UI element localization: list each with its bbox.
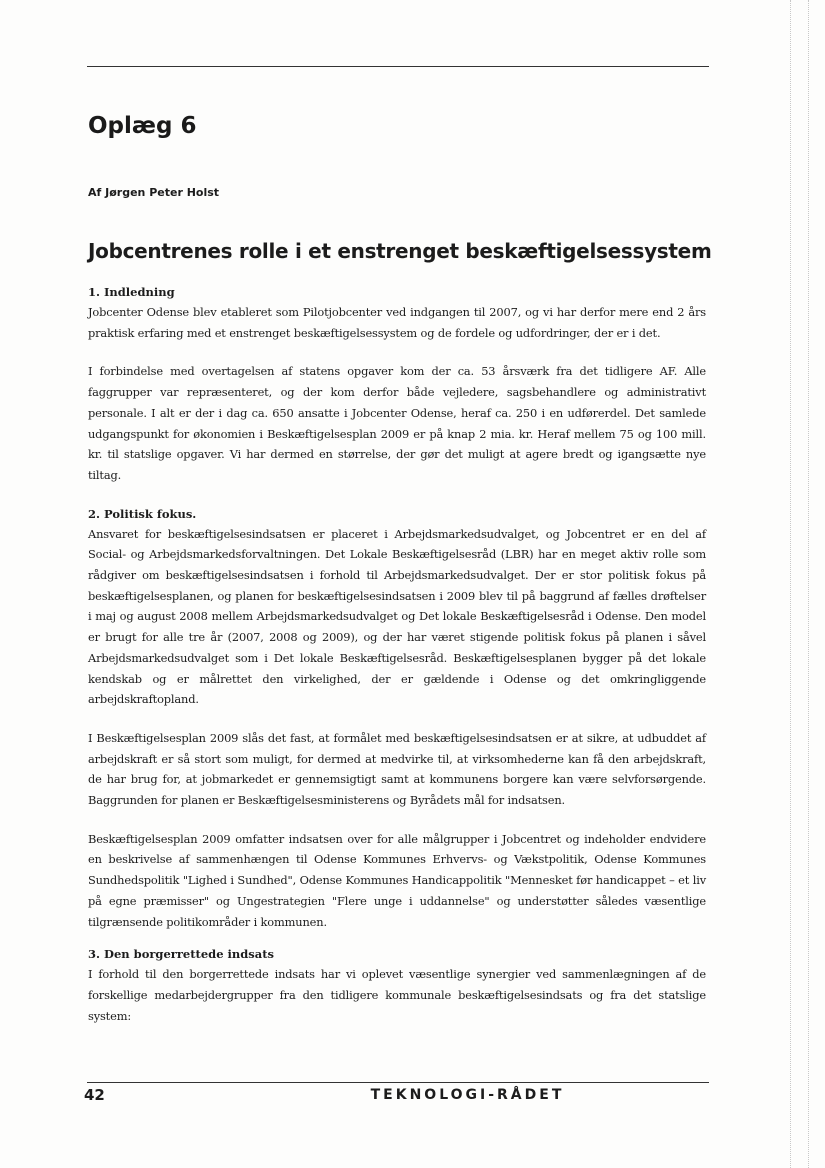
paragraph: I forbindelse med overtagelsen af statens opgaver kom der ca. 53 årsværk fra det tidligere AF. Alle faggrupper var repræsenteret, og der kom derfor både vejledere, sagsbehandlere og administrativt personale. I alt er der i dag ca. 650 ansatte i Jobcenter Odense, heraf ca. 250 i en udførerdel. Det samlede udgangspunkt for økonomien i Beskæftigelsesplan 2009 er på knap 2 mia. kr. Heraf mellem 75 og 100 mill. kr. til statslige opgaver. Vi har dermed en størrelse, der gør det muligt at agere bredt og igangsætte nye tiltag. xyxy=(88,364,706,482)
section-heading: 3. Den borgerrettede indsats xyxy=(88,947,275,962)
top-rule xyxy=(87,66,709,67)
section-heading: 2. Politisk fokus. xyxy=(88,506,197,521)
author-line: Af Jørgen Peter Holst xyxy=(88,186,220,199)
chapter-title: Oplæg 6 xyxy=(88,113,197,139)
paragraph: Ansvaret for beskæftigelsesindsatsen er placeret i Arbejdsmarkedsudvalget, og Jobcentret er en del af Social- og Arbejdsmarkedsforvaltningen. Det Lokale Beskæftigelsesråd (LBR) har en meget aktiv rolle som rådgiver om beskæftigelsesindsatsen i forhold til Arbejdsmarkedsudvalget. Der er stor politisk fokus på beskæftigelsesplanen, og planen for beskæftigelsesindsatsen i 2009 blev til på baggrund af fælles drøftelser i maj og august 2008 mellem Arbejdsmarkedsudvalget og Det lokale Beskæftigelsesråd i Odense. Den model er brugt for alle tre år (2007, 2008 og 2009), og der har været stigende politisk fokus på planen i såvel Arbejdsmarkedsudvalget som i Det lokale Beskæftigelsesråd. Beskæftigelsesplanen bygger på det lokale kendskab og er målrettet den virkelighed, der er gældende i Odense og det omkringliggende arbejdskraftopland. xyxy=(88,526,706,707)
paragraph: I Beskæftigelsesplan 2009 slås det fast, at formålet med beskæftigelsesindsatsen er at sikre, at udbuddet af arbejdskraft er så stort som muligt, for dermed at medvirke til, at virksomhederne kan få den arbejdskraft, de har brug for, at jobmarkedet er gennemsigtigt samt at kommunens borgere kan være selvforsørgende. Baggrunden for planen er Beskæftigelsesministerens og Byrådets mål for indsatsen. xyxy=(88,730,706,808)
paragraph: I forhold til den borgerrettede indsats har vi oplevet væsentlige synergier ved sammenlægningen af de forskellige medarbejdergrupper fra den tidligere kommunale beskæftigelsesindsats og fra det statslige system: xyxy=(88,967,706,1023)
scan-edge-line xyxy=(790,0,791,1168)
section-heading: 1. Indledning xyxy=(88,285,175,299)
page-number: 42 xyxy=(84,1086,105,1104)
article-body xyxy=(88,282,706,1026)
bottom-rule xyxy=(87,1082,709,1083)
article-title: Jobcentrenes rolle i et enstrenget beskæftigelsessystem xyxy=(88,239,712,263)
footer-brand xyxy=(0,1087,825,1103)
paragraph: Jobcenter Odense blev etableret som Pilotjobcenter ved indgangen til 2007, og vi har derfor mere end 2 års praktisk erfaring med et enstrenget beskæftigelsessystem og de fordele og udfordringer, der er i det. xyxy=(88,305,706,340)
paragraph: Beskæftigelsesplan 2009 omfatter indsatsen over for alle målgrupper i Jobcentret og indeholder endvidere en beskrivelse af sammenhængen til Odense Kommunes Erhvervs- og Vækstpolitik, Odense Kommunes Sundhedspolitik "Lighed i Sundhed", Odense Kommunes Handicappolitik "Mennesket før handicappet – et liv på egne præmisser" og Ungestrategien "Flere unge i uddannelse" og understøtter således væsentlige tilgrænsende politikområder i kommunen. xyxy=(88,831,706,929)
scan-edge-line xyxy=(808,0,809,1168)
brand-text: TEKNOLOGI-RÅDET xyxy=(370,1087,565,1103)
